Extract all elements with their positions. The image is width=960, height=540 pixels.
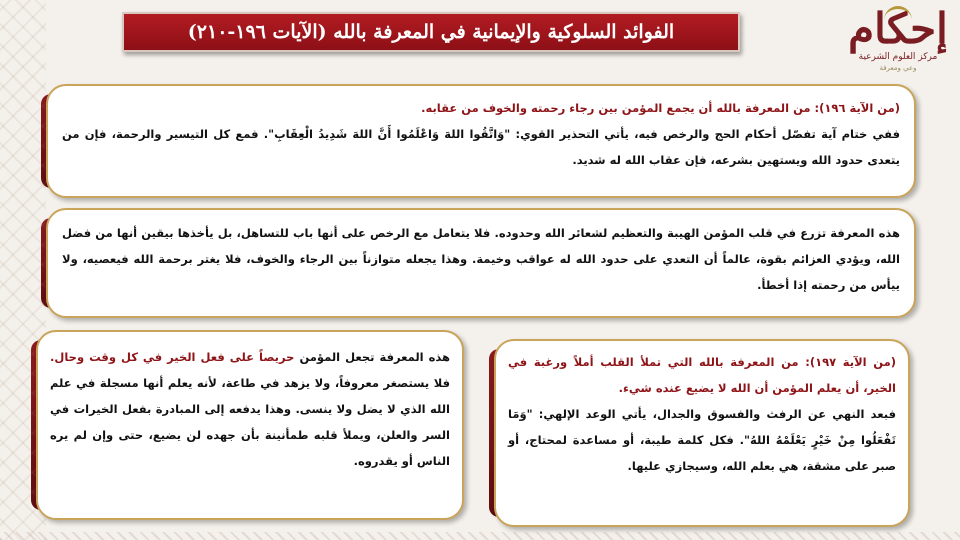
content-box-reflection-197: [36, 330, 464, 520]
box-body: فبعد النهي عن الرفث والفسوق والجدال، يأتي الوعد الإلهي: "وَمَا تَفْعَلُوا مِنْ خَيْرٍ يَعْلَمْهُ اللهُ". فكل كلمة طيبة، أو مساعدة لمحتاج، أو صبر على مشقة، هي بعلم الله، وسيجازي عليها.: [508, 407, 896, 473]
title-banner: [122, 12, 740, 52]
box-lead: هذه المعرفة تجعل المؤمن: [299, 350, 451, 364]
box-heading: (من الآية ١٩٧): من المعرفة بالله التي تملأ القلب أملاً ورغبة في الخير، أن يعلم المؤمن أن الله لا يضيع عنده شيء.: [508, 355, 896, 395]
logo-tagline: وعي ومعرفة: [879, 64, 917, 72]
logo-subtitle: مركز العلوم الشرعية: [858, 52, 938, 62]
box-highlight: حريصاً على فعل الخير في كل وقت وحال.: [50, 350, 295, 364]
content-box-verse-196: [46, 84, 916, 198]
bottom-decoration: [0, 532, 960, 540]
box-body: فلا يستصغر معروفاً، ولا يزهد في طاعة، لأنه يعلم أنها مسجلة في علم الله الذي لا يضل ولا ينسى. وهذا يدفعه إلى المبادرة بفعل الخيرات في السر والعلن، ويملأ قلبه طمأنينة بأن جهده لن يضيع، حتى وإن لم يره الناس أو يقدروه.: [50, 376, 450, 468]
logo: [840, 6, 956, 80]
box-heading: (من الآية ١٩٦): من المعرفة بالله أن يجمع المؤمن بين رجاء رحمته والخوف من عقابه.: [421, 101, 900, 115]
logo-mark: إحكام: [848, 4, 948, 53]
box-body: هذه المعرفة تزرع في قلب المؤمن الهيبة والتعظيم لشعائر الله وحدوده. فلا يتعامل مع الرخص على أنها باب للتساهل، بل يأخذها بيقين أنها من فضل الله، ويؤدي العزائم بقوة، عالماً أن التعدي على حدود الله له عواقب وخيمة. وهذا يجعله متوازناً بين الرجاء والخوف، فلا يغتر برحمة الله فيعصيه، ولا ييأس من رحمته إذا أخطأ.: [62, 226, 900, 292]
box-body: ففي ختام آية تفصّل أحكام الحج والرخص فيه، يأتي التحذير القوي: "وَاتَّقُوا اللهَ وَاعْلَمُوا أَنَّ اللهَ شَدِيدُ الْعِقَابِ". فمع كل التيسير والرحمة، فإن من يتعدى حدود الله ويستهين بشرعه، فإن عقاب الله له شديد.: [62, 127, 900, 167]
page-title: الفوائد السلوكية والإيمانية في المعرفة بالله (الآيات ١٩٦-٢١٠): [187, 21, 675, 43]
content-box-reflection-196: [46, 208, 916, 318]
content-box-verse-197: [494, 339, 910, 527]
